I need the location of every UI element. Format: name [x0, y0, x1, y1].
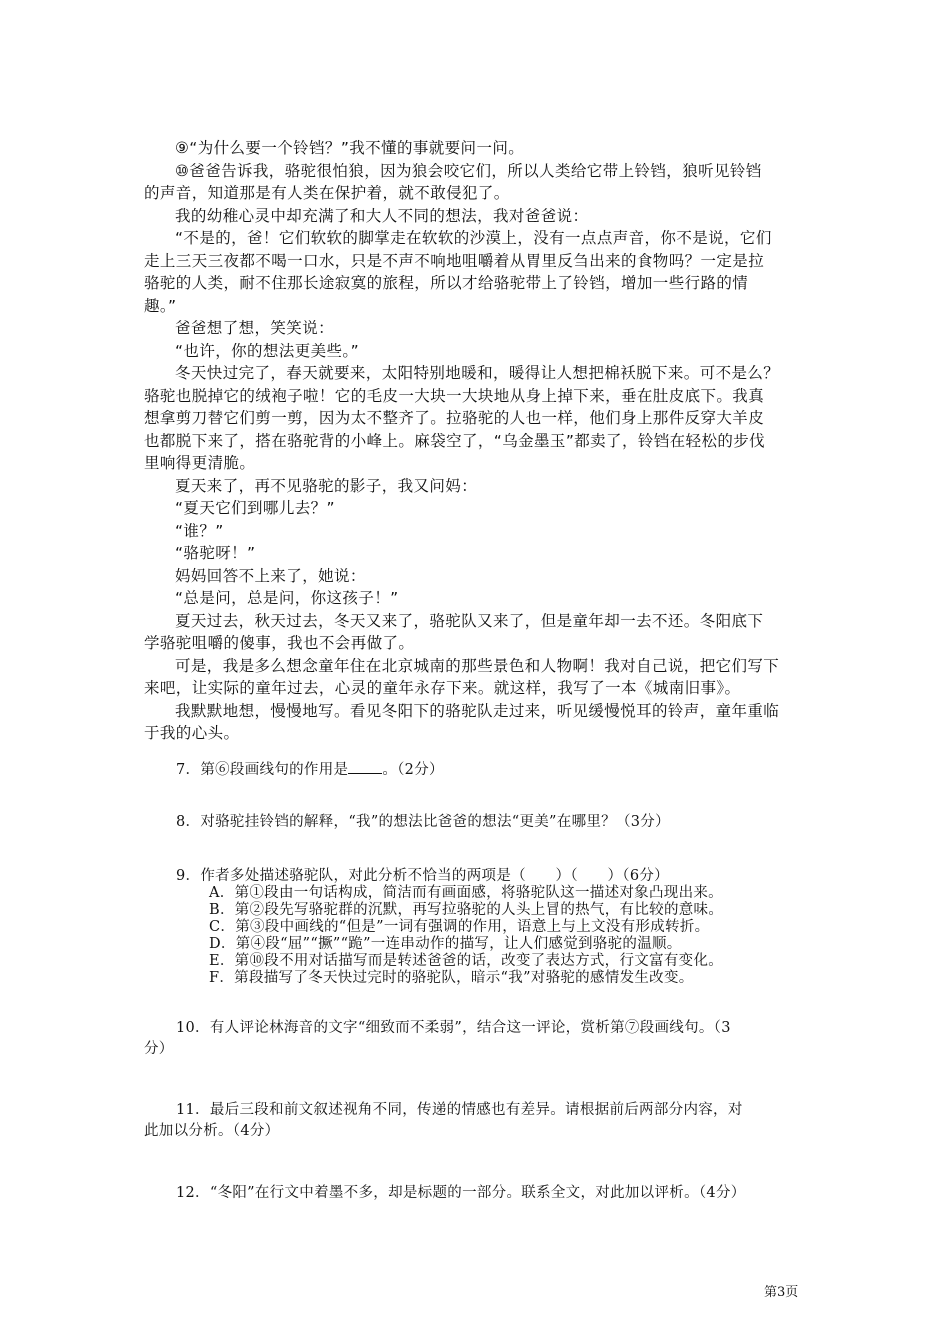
paragraph-line: 里响得更清脆。	[144, 454, 256, 472]
paragraph-line: 走上三天三夜都不喝一口水，只是不声不响地咀嚼着从胃里反刍出来的食物吗？一定是拉	[144, 252, 765, 270]
paragraph-line: 于我的心头。	[144, 724, 240, 742]
question-11-line2: 此加以分析。（4分）	[144, 1123, 280, 1139]
paragraph-line: 的声音，知道那是有人类在保护着，就不敢侵犯了。	[144, 184, 510, 202]
option-f: F．第段描写了冬天快过完时的骆驼队，暗示“我”对骆驼的感情发生改变。	[209, 970, 694, 986]
paragraph-line: ⑩爸爸告诉我，骆驼很怕狼，因为狼会咬它们，所以人类给它带上铃铛，狼听见铃铛	[175, 162, 762, 180]
paragraph-line: 想拿剪刀替它们剪一剪，因为太不整齐了。拉骆驼的人也一样，他们身上那件反穿大羊皮	[144, 409, 765, 427]
option-d: D．第④段“屈”“撅”“跪”一连串动作的描写，让人们感觉到骆驼的温顺。	[209, 936, 682, 952]
question-7-score: 。（2分）	[382, 762, 444, 778]
question-8: 8．对骆驼挂铃铛的解释，“我”的想法比爸爸的想法“更美”在哪里？（3分）	[176, 814, 670, 830]
paragraph-line: 冬天快过完了，春天就要来，太阳特别地暖和，暖得让人想把棉袄脱下来。可不是么？	[175, 364, 780, 382]
question-9: 9．作者多处描述骆驼队，对此分析不恰当的两项是（ ）（ ）（6分）	[176, 868, 669, 884]
paragraph-line: 夏天过去，秋天过去，冬天又来了，骆驼队又来了，但是童年却一去不还。冬阳底下	[175, 612, 764, 630]
paragraph-line: 妈妈回答不上来了，她说：	[175, 567, 366, 585]
question-10-line1: 10．有人评论林海音的文字“细致而不柔弱”，结合这一评论，赏析第⑦段画线句。（3	[176, 1020, 731, 1036]
option-e: E．第⑩段不用对话描写而是转述爸爸的话，改变了表达方式，行文富有变化。	[209, 953, 724, 969]
paragraph-line: 学骆驼咀嚼的傻事，我也不会再做了。	[144, 634, 415, 652]
question-10-line2: 分）	[144, 1041, 174, 1057]
answer-blank	[348, 761, 382, 774]
paragraph-line: 也都脱下来了，搭在骆驼背的小峰上。麻袋空了，“乌金墨玉”都卖了，铃铛在轻松的步伐	[144, 432, 766, 450]
paragraph-line: 可是，我是多么想念童年住在北京城南的那些景色和人物啊！我对自己说，把它们写下	[175, 657, 780, 675]
paragraph-line: “不是的，爸！它们软软的脚掌走在软软的沙漠上，没有一点点声音，你不是说，它们	[175, 229, 772, 247]
option-c: C．第③段中画线的“但是”一词有强调的作用，语意上与上文没有形成转折。	[209, 919, 710, 935]
option-a: A．第①段由一句话构成，简洁而有画面感，将骆驼队这一描述对象凸现出来。	[209, 885, 723, 901]
paragraph-line: 我的幼稚心灵中却充满了和大人不同的想法，我对爸爸说：	[175, 207, 589, 225]
option-b: B．第②段先写骆驼群的沉默，再写拉骆驼的人头上冒的热气，有比较的意味。	[209, 902, 724, 918]
question-12: 12．“冬阳”在行文中着墨不多，却是标题的一部分。联系全文，对此加以评析。（4分）	[176, 1185, 746, 1201]
paragraph-line: “夏天它们到哪儿去？”	[175, 499, 335, 517]
paragraph-line: 骆驼也脱掉它的绒袍子啦！它的毛皮一大块一大块地从身上掉下来，垂在肚皮底下。我真	[144, 387, 765, 405]
paragraph-line: “谁？”	[175, 522, 224, 540]
paragraph-line: 来吧，让实际的童年过去，心灵的童年永存下来。就这样，我写了一本《城南旧事》。	[144, 679, 741, 697]
paragraph-line: 趣。”	[144, 297, 177, 315]
paragraph-line: 骆驼的人类，耐不住那长途寂寞的旅程，所以才给骆驼带上了铃铛，增加一些行路的情	[144, 274, 749, 292]
paragraph-line: “骆驼呀！”	[175, 544, 256, 562]
question-11-line1: 11．最后三段和前文叙述视角不同，传递的情感也有差异。请根据前后两部分内容，对	[176, 1102, 743, 1118]
paragraph-line: 夏天来了，再不见骆驼的影子，我又问妈：	[175, 477, 478, 495]
question-9-options	[209, 885, 723, 987]
question-7	[176, 760, 840, 781]
paragraph-line: “总是问，总是问，你这孩子！”	[175, 589, 399, 607]
paragraph-line: 我默默地想，慢慢地写。看见冬阳下的骆驼队走过来，听见缓慢悦耳的铃声，童年重临	[175, 702, 780, 720]
paragraph-line: “也许，你的想法更美些。”	[175, 342, 360, 360]
paragraph-line: ⑨“为什么要一个铃铛？”我不懂的事就要问一问。	[175, 139, 525, 157]
paragraph-line: 爸爸想了想，笑笑说：	[175, 319, 335, 337]
page-number: 第3页	[764, 1285, 799, 1300]
question-7-text: 7．第⑥段画线句的作用是	[176, 762, 349, 778]
